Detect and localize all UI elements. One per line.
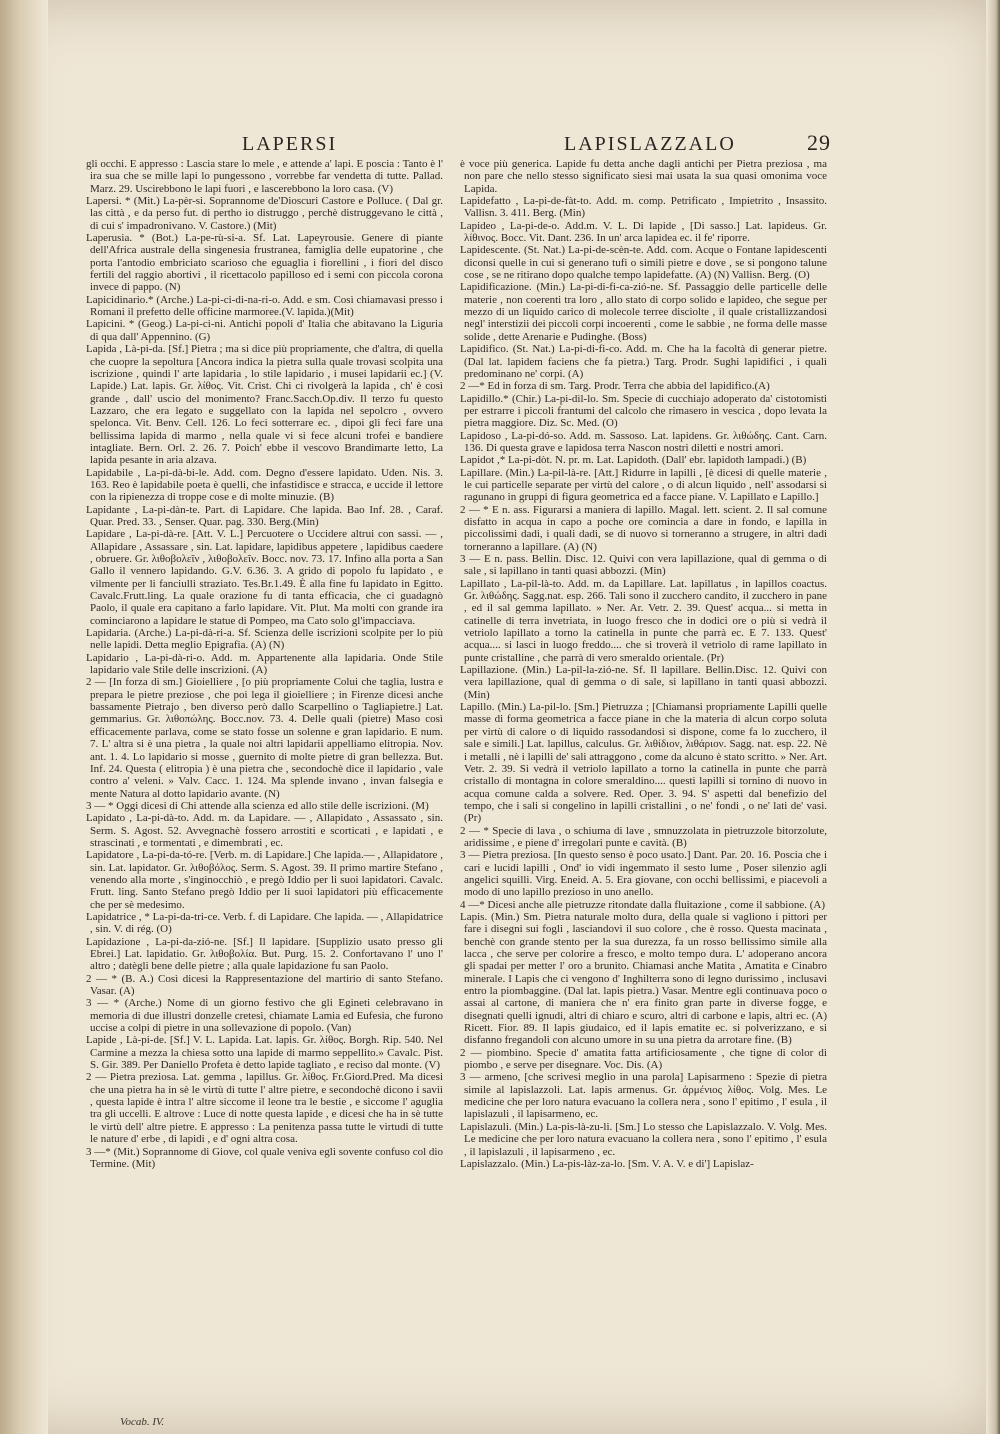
entry: 3 — * (Arche.) Nome di un giorno festivo che gli Egineti celebravano in memoria di due illustri donzelle cretesi, chiamate Lamia ed Eufesia, che furono uccise a colpi di pietre in una sollevazione di popolo. (Van) (86, 997, 443, 1035)
entry: è voce più generica. Lapide fu detta anche dagli antichi per Pietra preziosa , ma non pare che nello stesso significato siesi mai usata la sua quasi omonima voce Lapida. (460, 158, 827, 195)
running-head-left: LAPERSI (242, 133, 338, 155)
entry: 2 — [In forza di sm.] Gioielliere , [o più propriamente Colui che taglia, lustra e prepara le pietre preziose , che poi lega il gioielliere ; in Firenze dicesi anche bassamente Pietrajo , ben diverso però dallo Scarpellino o Tagliapietre.] Lat. gemmarius. Gr. λιθοπώλης. Bocc.nov. 73. 4. Delle quali (pietre) Maso così efficacemente parlava, come se stato fosse un solenne e gran lapidario. E num. 7. L' altra si è una pietra , la quale noi altri lapidarii appelliamo elitropia. Nov. ant. 1. 4. Lo lapidario si mosse , guernito di molte pietre di gran bellezza. But. Inf. 24. Questa ( elitropia ) è una pietra che , secondochè dice il lapidario , vale contro a' veleni. » Valv. Cacc. 1. 124. Ma splende invano , invan falsegia e mente Natura al dotto lapidario avante. (N) (86, 676, 443, 800)
page-number: 29 (807, 130, 831, 155)
entry: Lapidato , La-pi-dà-to. Add. m. da Lapidare. — , Allapidato , Assassato , sin. Serm. S. Agost. 52. Avvegnachè fossero arrostiti e scorticati , e lapidati , e strascinati , e tormentati , e dimembrati , ec. (86, 812, 443, 849)
entry: Lapidot ,* La-pi-dòt. N. pr. m. Lat. Lapidoth. (Dall' ebr. lapidoth lampadi.) (B) (460, 454, 807, 467)
entry: Lapicidinario.* (Arche.) La-pi-ci-di-na-ri-o. Add. e sm. Così chiamavasi presso i Romani il prefetto delle officine marmoree.(V. lapida.)(Mit) (86, 293, 443, 319)
entry: Lapidificazione. (Min.) La-pi-di-fi-ca-zió-ne. Sf. Passaggio delle particelle delle materie , non coerenti tra loro , allo stato di corpo solido e lapideo, che segue per mezzo di un liquido carico di molecole terree disciolte , il quale cristallizzandosi negl' interstizii dei piccoli corpi incoerenti , come le sabbie , ne forma delle masse solide , dette Arenarie e Pudinghe. (Boss) (460, 281, 827, 343)
entry: 3 —* (Mit.) Soprannome di Giove, col quale veniva egli sovente confuso col dio Termine. (Mit) (86, 1145, 443, 1170)
entry: 4 —* Dicesi anche alle pietruzze ritondate dalla fluitazione , come il sabbione. (A) (460, 898, 825, 911)
entry: Lapidabile , La-pi-dà-bi-le. Add. com. Degno d'essere lapidato. Uden. Nis. 3. 163. Reo è lapidabile poeta è quelli, che infastidisce e stracca, e uccide il lettore con la ripienezza di troppe cose e di molte minuzie. (B) (86, 466, 443, 504)
entry: Lapicini. * (Geog.) La-pi-ci-ni. Antichi popoli d' Italia che abitavano la Liguria di qua dall' Appennino. (G) (86, 318, 443, 343)
entry: Lapidifico. (St. Nat.) La-pi-di-fi-co. Add. m. Che ha la facoltà di generar pietre. (Dal lat. lapidem faciens che fa pietra.) Targ. Prodr. Sughi lapidifici , i quali predominano ne' corpi. (A) (460, 343, 827, 380)
signature-mark: Vocab. IV. (120, 1416, 165, 1428)
entry: 3 — Pietra preziosa. [In questo senso è poco usato.] Dant. Par. 20. 16. Poscia che i cari e lucidi lapilli , Ond' io vidi ingemmato il sesto lume , Poser silenzio agli angelici squilli. Virg. Eneid. A. 5. Era giovane, con occhi bellissimi, e piacevoli a modo di uno lapillo prezioso in uno anello. (460, 849, 827, 899)
entry: Lapidaria. (Arche.) La-pi-dà-ri-a. Sf. Scienza delle iscrizioni scolpite per lo più nelle lapidi. Detta meglio Epigrafia. (A) (N) (86, 627, 443, 652)
entry: Lapidario , La-pi-dà-ri-o. Add. m. Appartenente alla lapidaria. Onde Stile lapidario vale Stile delle inscrizioni. (A) (86, 651, 443, 677)
left-column (86, 158, 443, 1408)
entry: Lapidoso , La-pi-dó-so. Add. m. Sassoso. Lat. lapidens. Gr. λιθώδης. Cant. Carn. 136. Di questa grave e lapidosa terra Nascon nostri diletti e nostri amori. (460, 429, 827, 454)
entry: Lapis. (Min.) Sm. Pietra naturale molto dura, della quale si vagliono i pittori per fare i disegni sui fogli , lasciandovi il suo colore , che è rosso. Questa macinata , benchè con grande stento per la sua durezza, fa un rosso bellissimo simile alla lacca , che serve per colorire a fresco, e molto tempo dura. L' adoperano ancora gli spadai per metter l' oro a brunito. Chiamasi anche Matita , Amatita e Cinabro minerale. I Lapis che ci vengono d' Inghilterra sono di legno durissimo , inclusavi entro la piombaggine. (Dal lat. lapis pietra.) Vasar. Mentre egli continuava poco o assai al cartone, di maniera che n' era finito gran parte in diverse fogge, e disegnati quelli ignudi, altri di chiaro e scuro, altri di carbone e lapis, altri ec. (A) Ricett. Fior. 89. Il lapis giudaico, ed il lapis ematite ec. si polverizzano, e si disfanno fregandoli con alcuno umore in su una pietra da arrotare fine. (B) (460, 910, 827, 1047)
entry: Lapillato , La-pil-là-to. Add. m. da Lapillare. Lat. lapillatus , in lapillos coactus. Gr. λιθώδης. Sagg.nat. esp. 266. Tali sono il zucchero candito, il zucchero in pane , ed il sal gemma lapillato. » Ner. Ar. Vetr. 2. 39. Quest' acqua... si metta in catinelle di terra invetriata, in luogo fresco che in dodici ore o più si vedrà il vetriolo lapillato a torno la catinella in punte che parrà ec. E 7. 133. Quest' acqua.... si lasci in luogo freddo.... che si troverà il vetriolo di rame lapillato in punte cristalline , che parrà di vero smeraldo orientale. (Pr) (460, 577, 827, 664)
entry: 3 — armeno, [che scrivesi meglio in una parola] Lapisarmeno : Spezie di pietra simile al lapislazzoli. Lat. lapis armenus. Gr. ἀρμένιος λίθος. Volg. Mes. Le medicine che per loro natura evacuano la collera nera , sono l' epitimo , l' esula , il lapislazuli , il lapisarmeno, ec. (460, 1071, 827, 1121)
entry: Lapidazione , La-pi-da-zió-ne. [Sf.] Il lapidare. [Supplizio usato presso gli Ebrei.] Lat. lapidatio. Gr. λιθοβολία. But. Purg. 15. 2. Confortavano l' uno l' altro ; datègli bene delle pietre ; alla quale lapidazione fu san Paolo. (86, 935, 443, 973)
entry: 2 — * Specie di lava , o schiuma di lave , smnuzzolata in pietruzzole bitorzolute, aridissime , e piene d' irregolari punte e cavità. (B) (460, 824, 827, 849)
entry: 2 — * (B. A.) Così dicesi la Rappresentazione del martirio di santo Stefano. Vasar. (A) (86, 972, 443, 998)
entry: Lapida , Là-pi-da. [Sf.] Pietra ; ma si dice più propriamente, che d'altra, di quella che cuopre la sepoltura [Ancora indica la pietra sulla quale trovasi scolpita una iscrizione , quindi l' arte lapidaria , lo stile lapidario , i musei lapidarii ec.] (V. Lapide.) Lat. lapis. Gr. λίθος. Vit. Crist. Chi ci rivolgerà la lapida , ch' è così grande , dall' uscio del monimento? Franc.Sacch.Op.div. Il terzo fu questo Lazzaro, che era legato e suggellato con la lapida nel sepolcro , ovvero spelonca. Vit. Benv. Cell. 126. Lo feci sotterrare ec. , dipoi gli feci fare una bellissima lapida di marmo , nella quale vi si fece alcuni trofei e bandiere intagliate. Bern. Orl. 2. 26. 7. Poich' ebbe il vescovo Brandimarte letto, La lapida pesante in aria alzava. (86, 343, 443, 467)
entry: 2 — Pietra preziosa. Lat. gemma , lapillus. Gr. λίθος. Fr.Giord.Pred. Ma dicesi che una pietra ha in sè le virtù di tutte l' altre pietre, e secondochè dicono i savii , questa lapide è intra l' altre siccome il leone tra le bestie , e siccome l' aguglia tra gli uccelli. E altrove : Luce di notte questa lapide , e dicesi che ha in sè tutte le virtù dell' altre pietre. E appresso : La penitenza passa tutte le virtudi di tutte le nature d' erbe , di lapidi , e d' ogni altra cosa. (86, 1071, 443, 1146)
entry: gli occhi. E appresso : Lascia stare lo mele , e attende a' lapi. E poscia : Tanto è l' ira sua che se mille lapi lo pungessono , vorrebbe far vendetta di tutte. Pallad. Marz. 29. Uscirebbono le lapi fuori , e lascerebbono la loro casa. (V) (86, 158, 443, 195)
entry: Lapideo , La-pi-de-o. Add.m. V. L. Di lapide , [Di sasso.] Lat. lapideus. Gr. λίθινος. Bocc. Vit. Dant. 236. In un' arca lapidea ec. il fe' riporre. (460, 219, 827, 245)
entry: Lapillazione. (Min.) La-pil-la-zió-ne. Sf. Il lapillare. Bellin.Disc. 12. Quivi con vera lapillazione, qual di gemma o di sale, si lapillano in tanti quasi abbozzi. (Min) (460, 664, 827, 701)
page-edge (986, 0, 1000, 1434)
entry: Lapidescente. (St. Nat.) La-pi-de-scèn-te. Add. com. Acque o Fontane lapidescenti diconsi quelle in cui si generano tufi o simili pietre e dove , se si pongono talune cose , se ne ritirano dopo qualche tempo lapidefatte. (A) (N) Vallisn. Berg. (O) (460, 244, 827, 282)
entry: Lapidare , La-pi-dà-re. [Att. V. L.] Percuotere o Uccidere altrui con sassi. — , Allapidare , Assassare , sin. Lat. lapidare, lapidibus appetere , lapidibus caedere , obruere. Gr. λιθοβολεῖν , λιθοβολεῖν. Bocc. nov. 73. 17. Infino alla porta a San Gallo il vennero lapidando. G.V. 6.36. 3. A grido di popolo fu lapidato , e vilmente per li fanciulli straziato. Tes.Br.1.49. È alla fine fu lapidato in Egitto. Cavalc.Frutt.ling. La quale orazione fu di tanta efficacia, che ci guadagnò Paolo, il quale era capitano a farlo lapidare. Vit. Plut. Ma molti con grande ira cominciarono a lapidare le statue di Pompeo, ma Cato solo gl'impacciava. (86, 528, 443, 627)
entry: 3 — * Oggi dicesi di Chi attende alla scienza ed allo stile delle iscrizioni. (M) (86, 799, 429, 812)
entry: 2 — piombino. Specie d' amatita fatta artificiosamente , che tigne di color di piombo , e serve per disegnare. Voc. Dis. (A) (460, 1046, 827, 1072)
entry: Lapislazzalo. (Min.) La-pis-làz-za-lo. [Sm. V. A. V. e di'] Lapislaz- (460, 1157, 754, 1170)
entry: Lapidefatto , La-pi-de-fàt-to. Add. m. comp. Petrificato , Impietrito , Insassito. Vallisn. 3. 411. Berg. (Min) (460, 195, 827, 220)
entry: Lapillare. (Min.) La-pil-là-re. [Att.] Ridurre in lapilli , [è dicesi di quelle materie , le cui particelle separate per virtù del calore , o di alcun liquido , nell' assodarsi si ragunano in gruppi di figura geometrica ed a facce piane. V. Lapillato e Lapillo.] (460, 466, 827, 504)
entry: Lapislazuli. (Min.) La-pis-là-zu-li. [Sm.] Lo stesso che Lapislazzalo. V. Volg. Mes. Le medicine che per loro natura evacuano la collera nera , sono l' epitimo , l' esula , il lapislazuli , il lapisarmeno , ec. (460, 1120, 827, 1158)
running-head-right: LAPISLAZZALO (564, 133, 736, 155)
entry: Lapillo. (Min.) La-pil-lo. [Sm.] Pietruzza ; [Chiamansi propriamente Lapilli quelle masse di forma geometrica a facce piane in che la materia di alcun corpo soluta per virtù di calore o di liquido rassodandosi si dispone, come fa lo zucchero, il sale e simili.] Lat. lapillus, calculus. Gr. λιθίδιον, λιθάριον. Sagg. nat. esp. 22. Nè i metalli , nè i lapilli de' sali attraggono , come da alcuno è stato scritto. » Ner. Art. Vetr. 2. 39. Si vedrà il vetriolo lapillato a torno la catinella in punte che parrà cristallo di montagna in colore smeraldino.... questi lapilli si tornino di nuovo in acqua comune calda a solvere. Red. Oper. 3. 94. S' aspetti dal benefizio del tempo, che i sali si congelino in lapilli cristallini , o ne' fondi , o ne' lati de' vasi. (Pr) (460, 701, 827, 825)
entry: Laperusia. * (Bot.) La-pe-rù-si-a. Sf. Lat. Lapeyrousie. Genere di piante dell'Africa australe della singenesia frustranea, famiglia delle eupatorine , che porta l'antodio embriciato scarioso che eguaglia i fiorellini , i fiori del disco fertili del raggio abortivi , il ricettacolo papilloso ed i semi con piccola corona invece di pappo. (N) (86, 232, 443, 294)
entry: Lapidatore , La-pi-da-tó-re. [Verb. m. di Lapidare.] Che lapida.— , Allapidatore , sin. Lat. lapidator. Gr. λιθοβόλος. Serm. S. Agost. 39. Il primo martire Stefano , venendo alla morte , s'inginocchiò , e pregò Iddio per li suoi lapidatori. Cavalc. Frutt. ling. Santo Stefano pregò Iddio per li suoi lapidatori più efficacemente che per sè medesimo. (86, 849, 443, 911)
entry: Lapidante , La-pi-dàn-te. Part. di Lapidare. Che lapida. Bao Inf. 28. , Caraf. Quar. Pred. 33. , Senser. Quar. pag. 330. Berg.(Min) (86, 503, 443, 528)
entry: Lapidatrice , * La-pi-da-tri-ce. Verb. f. di Lapidare. Che lapida. — , Allapidatrice , sin. V. di rég. (O) (86, 910, 443, 936)
entry: Lapersi. * (Mit.) La-pèr-si. Soprannome de'Dioscuri Castore e Polluce. ( Dal gr. las città , e da perso fut. di pertho io distruggo , perchè distruggevano le città , di cui s' impadronivano. V. Castore.) (Mit) (86, 195, 443, 232)
entry: Lapide , Là-pi-de. [Sf.] V. L. Lapida. Lat. lapis. Gr. λίθος. Borgh. Rip. 540. Nel Carmine a mezza la chiesa sotto una lapide di marmo seppellito.» Cavalc. Pist. S. Gir. 389. Per Daniello Profeta è detto lapide tagliato , e reciso dal monte. (V) (86, 1034, 443, 1072)
right-column (460, 158, 827, 1408)
book-gutter (0, 0, 48, 1434)
entry: 2 — * E n. ass. Figurarsi a maniera di lapillo. Magal. lett. scient. 2. Il sal comune disfatto in acqua in capo a poche ore comincia a dare in fondo, e lapilla in piccolissimi dadi, i quali dadi, se di nuovo si torneranno a strugere, in altri dadi torneranno a lapillare. (A) (N) (460, 503, 827, 553)
entry: 3 — E n. pass. Bellin. Disc. 12. Quivi con vera lapillazione, qual di gemma o di sale , si lapillano in tanti quasi abbozzi. (Min) (460, 553, 827, 578)
entry: 2 —* Ed in forza di sm. Targ. Prodr. Terra che abbia del lapidifico.(A) (460, 380, 770, 393)
entry: Lapidillo.* (Chir.) La-pi-dìl-lo. Sm. Specie di cucchiajo adoperato da' cistotomisti per estrarre i piccoli frantumi del calcolo che rimasero in vescica , dopo levata la pietra maggiore. Diz. Sc. Med. (O) (460, 392, 827, 430)
